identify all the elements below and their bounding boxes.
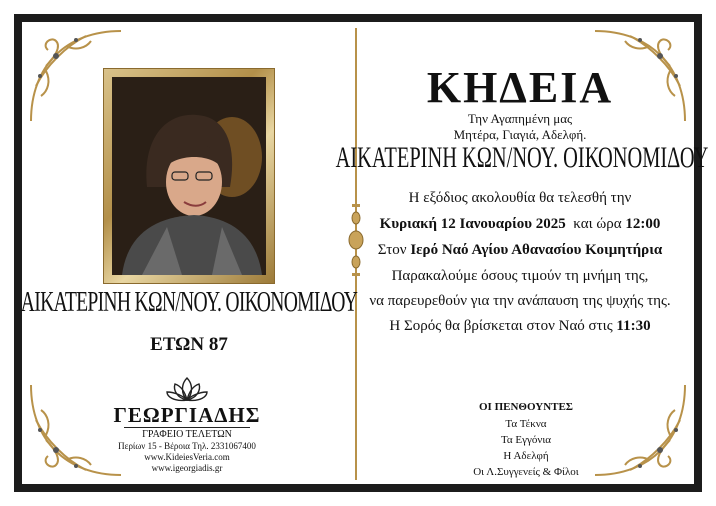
church-prefix: Στον (377, 242, 407, 258)
mourner-item: Η Αδελφή (503, 450, 549, 462)
coffin-prefix: Η Σορός θα βρίσκεται στον Ναό στις (389, 318, 613, 334)
plea-line-1: Παρακαλούμε όσους τιμούν τη μνήμη της, (391, 268, 649, 284)
time-prefix: και ώρα (573, 216, 622, 232)
age-label: ΕΤΩΝ 87 (150, 334, 228, 355)
intro-line-1: Την Αγαπημένη μας (467, 111, 573, 126)
divider-ornament (346, 200, 366, 280)
logo-address: Περίων 15 - Βέροια Τηλ. 2331067400 (118, 441, 256, 451)
service-date-line (380, 216, 661, 233)
corner-ornament-bottom-right (590, 380, 690, 480)
intro-line-2: Μητέρα, Γιαγιά, Αδελφή. (453, 127, 587, 142)
portrait-illustration (112, 77, 266, 275)
mourner-item: Τα Τέκνα (505, 418, 547, 430)
notice-title: ΚΗΔΕΙΑ (426, 63, 614, 112)
service-intro: Η εξόδιος ακολουθία θα τελεσθή την (408, 190, 632, 206)
coffin-line (389, 318, 650, 335)
photo-frame (104, 69, 274, 283)
deceased-name-right: ΑΙΚΑΤΕΡΙΝΗ ΚΩΝ/ΝΟΥ. ΟΙΚΟΝΟΜΙΔΟΥ (335, 141, 709, 174)
logo-rule (124, 427, 250, 428)
corner-ornament-bottom-left (26, 380, 126, 480)
church-line (378, 242, 662, 259)
service-date: Κυριακή 12 Ιανουαρίου 2025 (379, 216, 566, 232)
plea-line-2: να παρευρεθούν για την ανάπαυση της ψυχής της. (369, 293, 671, 309)
service-time: 12:00 (625, 216, 661, 232)
mourner-item: Οι Λ.Συγγενείς & Φίλοι (473, 466, 579, 478)
logo-website-2[interactable]: www.igeorgiadis.gr (151, 463, 223, 473)
logo-subtitle: ΓΡΑΦΕΙΟ ΤΕΛΕΤΩΝ (142, 429, 232, 440)
portrait-photo (112, 77, 266, 275)
mourners-heading: ΟΙ ΠΕΝΘΟΥΝΤΕΣ (478, 401, 574, 413)
coffin-time: 11:30 (616, 318, 651, 334)
logo-website-1[interactable]: www.KideiesVeria.com (144, 452, 230, 462)
mourner-item: Τα Εγγόνια (500, 434, 552, 446)
deceased-name-left: ΑΙΚΑΤΕΡΙΝΗ ΚΩΝ/ΝΟΥ. ΟΙΚΟΝΟΜΙΔΟΥ (20, 287, 358, 318)
lotus-icon (165, 376, 209, 404)
church-name: Ιερό Ναό Αγίου Αθανασίου Κοιμητήρια (410, 242, 663, 258)
logo-name: ΓΕΩΡΓΙΑΔΗΣ (113, 403, 261, 427)
